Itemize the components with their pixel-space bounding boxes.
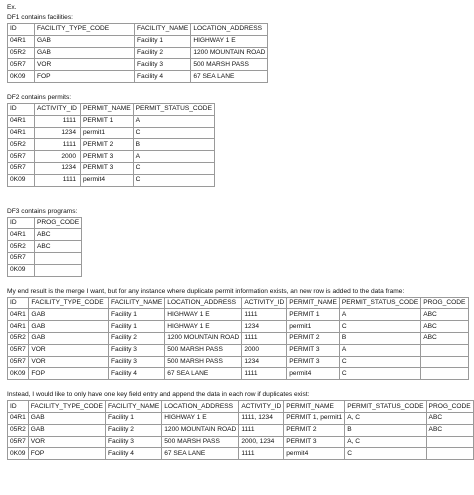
table-cell (426, 448, 473, 460)
table-cell: Facility 1 (105, 412, 161, 424)
table-cell: FOP (35, 71, 135, 83)
table-cell: A (339, 309, 420, 321)
table-cell (421, 356, 469, 368)
table-cell: GAB (29, 332, 109, 344)
table-cell: 0K09 (8, 71, 35, 83)
table-row (8, 356, 469, 368)
table-cell: PERMIT 1, permit1 (284, 412, 345, 424)
table-cell: 500 MARSH PASS (165, 356, 242, 368)
table-cell: 1200 MOUNTAIN ROAD (162, 424, 239, 436)
table-header-cell: FACILITY_NAME (135, 24, 191, 36)
table-cell: Facility 3 (105, 436, 161, 448)
table-row (8, 174, 215, 186)
table-cell: ABC (421, 321, 469, 333)
table-header-cell: LOCATION_ADDRESS (162, 401, 239, 413)
table-cell (35, 264, 82, 276)
table-cell: 1200 MOUNTAIN ROAD (191, 47, 268, 59)
table-cell: Facility 2 (108, 332, 164, 344)
table-header-cell: ID (8, 401, 29, 413)
table-cell: 1234 (242, 356, 287, 368)
table-cell: PERMIT 3 (81, 151, 134, 163)
table-cell: permit4 (81, 174, 134, 186)
table-cell: ABC (35, 241, 82, 253)
table-cell: Facility 1 (135, 35, 191, 47)
table-row (8, 47, 268, 59)
table-row (8, 344, 469, 356)
table-cell: 2000 (35, 151, 81, 163)
table-cell: 1111 (242, 332, 287, 344)
df3-caption: DF3 contains programs: (7, 207, 78, 215)
table-row (8, 332, 469, 344)
table-cell: GAB (28, 412, 105, 424)
table-cell: PERMIT 3 (81, 162, 134, 174)
table-header-cell: ACTIVITY_ID (239, 401, 284, 413)
table-cell: GAB (35, 35, 135, 47)
table-header-cell: FACILITY_NAME (105, 401, 161, 413)
table-cell: 04R1 (8, 115, 35, 127)
table-row (8, 151, 215, 163)
table-cell: 0K09 (8, 264, 35, 276)
table-cell: 1234 (35, 127, 81, 139)
table-cell: permit4 (287, 368, 340, 380)
table-row (8, 162, 215, 174)
table-cell: B (345, 424, 426, 436)
table-row (8, 264, 82, 276)
table-cell: 2000, 1234 (239, 436, 284, 448)
table-cell: PERMIT 2 (287, 332, 340, 344)
table-cell: 04R1 (8, 412, 29, 424)
table-cell: 67 SEA LANE (162, 448, 239, 460)
table-cell: 1111 (242, 309, 287, 321)
table-cell: GAB (29, 309, 109, 321)
table-cell: A, C (345, 436, 426, 448)
table-row (8, 309, 469, 321)
table-cell: C (339, 356, 420, 368)
table-cell: 05R7 (8, 436, 29, 448)
table-cell: Facility 2 (105, 424, 161, 436)
table-row (8, 424, 474, 436)
document-page (7, 3, 469, 460)
df2-caption: DF2 contains permits: (7, 93, 72, 101)
table-row (8, 448, 474, 460)
table-cell: PERMIT 3 (287, 344, 340, 356)
table-cell: 500 MARSH PASS (162, 436, 239, 448)
table-cell: A (339, 344, 420, 356)
table-cell: Facility 1 (108, 321, 164, 333)
table-cell: PERMIT 1 (287, 309, 340, 321)
table-cell: 1234 (242, 321, 287, 333)
table-cell: 04R1 (8, 127, 35, 139)
df2-table (7, 103, 215, 187)
table-cell: 1111, 1234 (239, 412, 284, 424)
table-cell: 0K09 (8, 174, 35, 186)
table-cell: Facility 3 (135, 59, 191, 71)
table-cell: A (133, 115, 214, 127)
table-row (8, 59, 268, 71)
df1-table (7, 23, 268, 83)
table-header-row (8, 401, 474, 413)
table-cell: 04R1 (8, 35, 35, 47)
table-cell: 04R1 (8, 229, 35, 241)
table-cell (426, 436, 473, 448)
table-cell: B (339, 332, 420, 344)
table-cell: VOR (35, 59, 135, 71)
table-header-cell: ACTIVITY_ID (35, 103, 81, 115)
table-cell: C (339, 368, 420, 380)
table-cell: 04R1 (8, 321, 29, 333)
table-cell: 1111 (239, 448, 284, 460)
table-cell: permit1 (287, 321, 340, 333)
table-cell: 1111 (35, 174, 81, 186)
table-cell: Facility 4 (108, 368, 164, 380)
table-cell: 05R7 (8, 162, 35, 174)
table-cell: PERMIT 2 (284, 424, 345, 436)
table-cell: 05R7 (8, 344, 29, 356)
table-cell: permit4 (284, 448, 345, 460)
table-cell: Facility 3 (108, 356, 164, 368)
table-cell: 1111 (35, 115, 81, 127)
table-row (8, 71, 268, 83)
table-row (8, 368, 469, 380)
table-cell (35, 252, 82, 264)
table-cell: A, C (345, 412, 426, 424)
table-cell: 05R2 (8, 332, 29, 344)
table-cell: 500 MARSH PASS (191, 59, 268, 71)
table-header-cell: PERMIT_STATUS_CODE (339, 297, 420, 309)
table-cell: FOP (28, 448, 105, 460)
table-row (8, 139, 215, 151)
table-header-cell: FACILITY_TYPE_CODE (35, 24, 135, 36)
table-cell: VOR (29, 356, 109, 368)
table-header-cell: FACILITY_TYPE_CODE (28, 401, 105, 413)
table-row (8, 436, 474, 448)
table-cell: GAB (29, 321, 109, 333)
table-cell: 1200 MOUNTAIN ROAD (165, 332, 242, 344)
result1-table (7, 297, 469, 381)
table-cell (421, 368, 469, 380)
table-cell: 67 SEA LANE (165, 368, 242, 380)
result2-caption: Instead, I would like to only have one key field entry and append the data in each row if duplicates exist: (7, 391, 310, 399)
table-header-row (8, 103, 215, 115)
table-header-row (8, 24, 268, 36)
table-cell: 05R2 (8, 424, 29, 436)
table-cell: HIGHWAY 1 E (165, 309, 242, 321)
table-cell: 1111 (35, 139, 81, 151)
table-header-cell: ID (8, 217, 35, 229)
table-row (8, 229, 82, 241)
table-cell: GAB (35, 47, 135, 59)
table-cell: HIGHWAY 1 E (191, 35, 268, 47)
table-header-cell: ACTIVITY_ID (242, 297, 287, 309)
table-cell: 05R2 (8, 241, 35, 253)
table-header-row (8, 217, 82, 229)
table-row (8, 321, 469, 333)
table-header-cell: ID (8, 24, 35, 36)
table-cell: PERMIT 2 (81, 139, 134, 151)
table-cell: B (133, 139, 214, 151)
table-row (8, 115, 215, 127)
table-cell: 500 MARSH PASS (165, 344, 242, 356)
table-row (8, 127, 215, 139)
table-header-cell: PERMIT_STATUS_CODE (133, 103, 214, 115)
table-row (8, 252, 82, 264)
table-header-cell: ID (8, 297, 29, 309)
table-cell: ABC (426, 424, 473, 436)
table-cell: PERMIT 1 (81, 115, 134, 127)
table-header-cell: PERMIT_NAME (81, 103, 134, 115)
table-cell: 05R7 (8, 252, 35, 264)
table-cell: 1234 (35, 162, 81, 174)
table-cell: C (133, 174, 214, 186)
table-header-cell: PROG_CODE (35, 217, 82, 229)
table-cell: A (133, 151, 214, 163)
table-cell: Facility 4 (105, 448, 161, 460)
table-cell: C (133, 162, 214, 174)
result2-table (7, 400, 474, 460)
table-cell: 05R2 (8, 47, 35, 59)
table-cell: HIGHWAY 1 E (162, 412, 239, 424)
table-row (8, 35, 268, 47)
table-cell: GAB (28, 424, 105, 436)
table-cell: ABC (421, 309, 469, 321)
table-header-cell: ID (8, 103, 35, 115)
table-cell: 1111 (242, 368, 287, 380)
table-header-cell: PROG_CODE (426, 401, 473, 413)
table-header-cell: LOCATION_ADDRESS (191, 24, 268, 36)
table-cell: PERMIT 3 (287, 356, 340, 368)
table-cell: 1111 (239, 424, 284, 436)
table-cell: ABC (426, 412, 473, 424)
df3-table (7, 217, 82, 277)
table-cell: 05R7 (8, 356, 29, 368)
table-header-cell: PERMIT_NAME (287, 297, 340, 309)
table-header-cell: PERMIT_NAME (284, 401, 345, 413)
table-header-cell: LOCATION_ADDRESS (165, 297, 242, 309)
table-cell (421, 344, 469, 356)
table-header-cell: PROG_CODE (421, 297, 469, 309)
table-cell: ABC (421, 332, 469, 344)
table-cell: C (339, 321, 420, 333)
table-cell: 05R2 (8, 139, 35, 151)
table-cell: FOP (29, 368, 109, 380)
table-header-row (8, 297, 469, 309)
table-header-cell: FACILITY_NAME (108, 297, 164, 309)
table-cell: 0K09 (8, 368, 29, 380)
table-cell: VOR (28, 436, 105, 448)
table-cell: VOR (29, 344, 109, 356)
table-cell: C (345, 448, 426, 460)
table-cell: permit1 (81, 127, 134, 139)
table-cell: Facility 4 (135, 71, 191, 83)
table-row (8, 412, 474, 424)
df1-caption: DF1 contains facilities: (7, 14, 73, 21)
table-header-cell: FACILITY_TYPE_CODE (29, 297, 109, 309)
table-header-cell: PERMIT_STATUS_CODE (345, 401, 426, 413)
table-cell: Facility 2 (135, 47, 191, 59)
result1-caption: My end result is the merge I want, but for any instance where duplicate permit information exists, an new row is added to the data frame: (7, 287, 405, 295)
table-cell: 67 SEA LANE (191, 71, 268, 83)
table-cell: 0K09 (8, 448, 29, 460)
table-cell: HIGHWAY 1 E (165, 321, 242, 333)
table-cell: 2000 (242, 344, 287, 356)
table-cell: Facility 1 (108, 309, 164, 321)
table-cell: ABC (35, 229, 82, 241)
table-cell: PERMIT 3 (284, 436, 345, 448)
intro-text: Ex. (7, 4, 17, 11)
table-cell: 05R7 (8, 59, 35, 71)
table-cell: 04R1 (8, 309, 29, 321)
table-cell: C (133, 127, 214, 139)
table-cell: Facility 3 (108, 344, 164, 356)
table-row (8, 241, 82, 253)
table-cell: 05R7 (8, 151, 35, 163)
